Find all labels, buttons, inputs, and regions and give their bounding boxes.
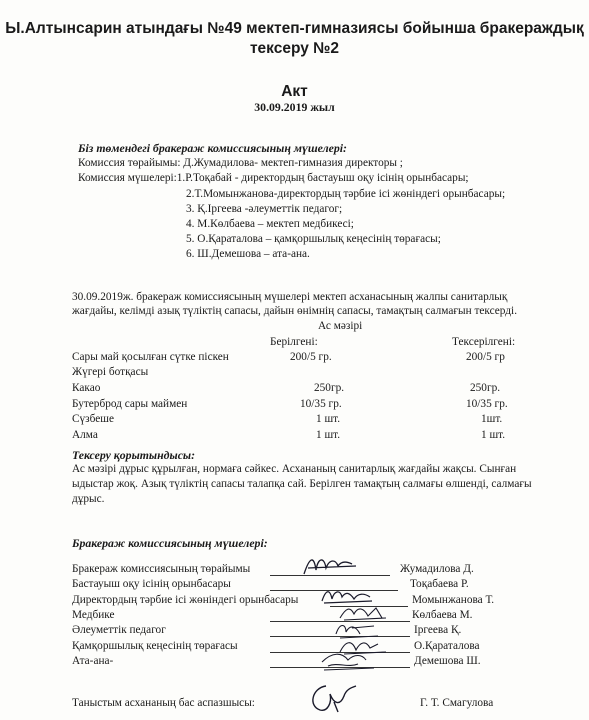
conclusion-heading: Тексеру қорытындысы: — [72, 448, 196, 462]
conclusion-line3: дұрыс. — [72, 493, 105, 505]
act-heading: Акт — [281, 83, 308, 100]
commission-member-5: 5. О.Қараталова – қамқоршылық кеңесінің төрағасы; — [186, 233, 441, 245]
menu-row-checked: 250гр. — [470, 382, 501, 394]
signature-role: Бракераж комиссиясының төрайымы — [72, 563, 251, 575]
signature-name: Жумадилова Д. — [400, 563, 474, 575]
commission-member-2: 2.Т.Момынжанова-директордың тәрбие ісі жөніндегі орынбасары; — [186, 188, 506, 200]
signature-role: Әлеуметтік педагог — [72, 624, 166, 636]
signature-name: Демешова Ш. — [414, 655, 481, 667]
commission-chair: Комиссия төрайымы: Д.Жумадилова- мектеп-гимназия директоры ; — [78, 157, 403, 169]
signature-name: О.Қараталова — [414, 640, 480, 652]
menu-row-name: Сары май қосылған сүтке піскен — [72, 351, 229, 363]
menu-row-name: Сүзбеше — [72, 413, 114, 425]
menu-row-given: 10/35 гр. — [300, 398, 342, 410]
menu-row-checked: 10/35 гр. — [466, 398, 508, 410]
menu-title: Ас мәзірі — [318, 320, 363, 332]
cook-label: Таныстым асхананың бас аспазшысы: — [72, 697, 255, 709]
signature-name: Көлбаева М. — [412, 609, 473, 621]
cook-name: Г. Т. Смагулова — [420, 697, 494, 709]
menu-row-checked: 1 шт. — [481, 429, 506, 441]
intro-line2: жағдайы, келімді азық түліктің сапасы, дайын өнімнің сапасы, тамақтың салмағын тексерді. — [72, 305, 518, 317]
signature-role: Медбике — [72, 609, 115, 621]
commission-member-6: 6. Ш.Демешова – ата-ана. — [186, 248, 310, 260]
document-title-line1: Ы.Алтынсарин атындағы №49 мектеп-гимназиясы бойынша бракераждық — [5, 20, 584, 37]
commission-member-1: Комиссия мүшелері:1.Р.Тоқабай - директордың бастауыш оқу ісінің орынбасары; — [78, 172, 469, 184]
signature-role: Директордың тәрбие ісі жөніндегі орынбасары — [72, 594, 299, 606]
signature-scribble — [304, 680, 362, 716]
menu-row-given: 1 шт. — [316, 413, 341, 425]
signature-name: Іргеева Қ. — [414, 624, 462, 636]
conclusion-line2: ыдыстар жоқ. Азық түліктің сапасы талапқа сай. Берілген тамақтың салмағы өлшенді, салмағы — [72, 478, 532, 490]
menu-row-given: 1 шт. — [316, 429, 341, 441]
menu-row-checked: 1шт. — [481, 413, 503, 425]
menu-col-given: Берілгені: — [270, 336, 318, 348]
menu-row-given: 200/5 гр. — [290, 351, 332, 363]
menu-row-name: Алма — [72, 429, 98, 441]
commission-member-4: 4. М.Көлбаева – мектеп медбикесі; — [186, 218, 354, 230]
menu-col-checked: Тексерілгені: — [452, 336, 516, 348]
menu-row-checked: 200/5 гр — [466, 351, 505, 363]
conclusion-line1: Ас мәзірі дұрыс құрылған, нормаға сәйкес. Асхананың санитарлық жағдайы жақсы. Сынған — [72, 463, 517, 475]
act-date: 30.09.2019 жыл — [254, 100, 335, 114]
document-title-line2: тексеру №2 — [249, 40, 340, 57]
intro-line1: 30.09.2019ж. бракераж комиссиясының мүшелері мектеп асханасының жалпы санитарлық — [72, 291, 508, 303]
menu-row-name: Бутерброд сары маймен — [72, 398, 188, 410]
signature-name: Момынжанова Т. — [412, 594, 495, 606]
signature-name: Тоқабаева Р. — [410, 578, 469, 590]
signature-scribble — [300, 552, 360, 580]
commission-member-3: 3. Қ.Іргеева -әлеуметтік педагог; — [186, 203, 343, 215]
signature-role: Ата-ана- — [72, 655, 114, 667]
signatures-heading: Бракераж комиссиясының мүшелері: — [72, 536, 268, 550]
signature-role: Қамқоршылық кеңесінің төрағасы — [72, 640, 238, 652]
menu-row-name: Жүгері ботқасы — [72, 366, 149, 378]
signature-scribble — [318, 648, 378, 674]
menu-row-given: 250гр. — [314, 382, 345, 394]
signature-role: Бастауыш оқу ісінің орынбасары — [72, 578, 231, 590]
menu-row-name: Какао — [72, 382, 101, 394]
commission-heading: Біз төмендегі бракераж комиссиясының мүшелері: — [78, 141, 347, 155]
